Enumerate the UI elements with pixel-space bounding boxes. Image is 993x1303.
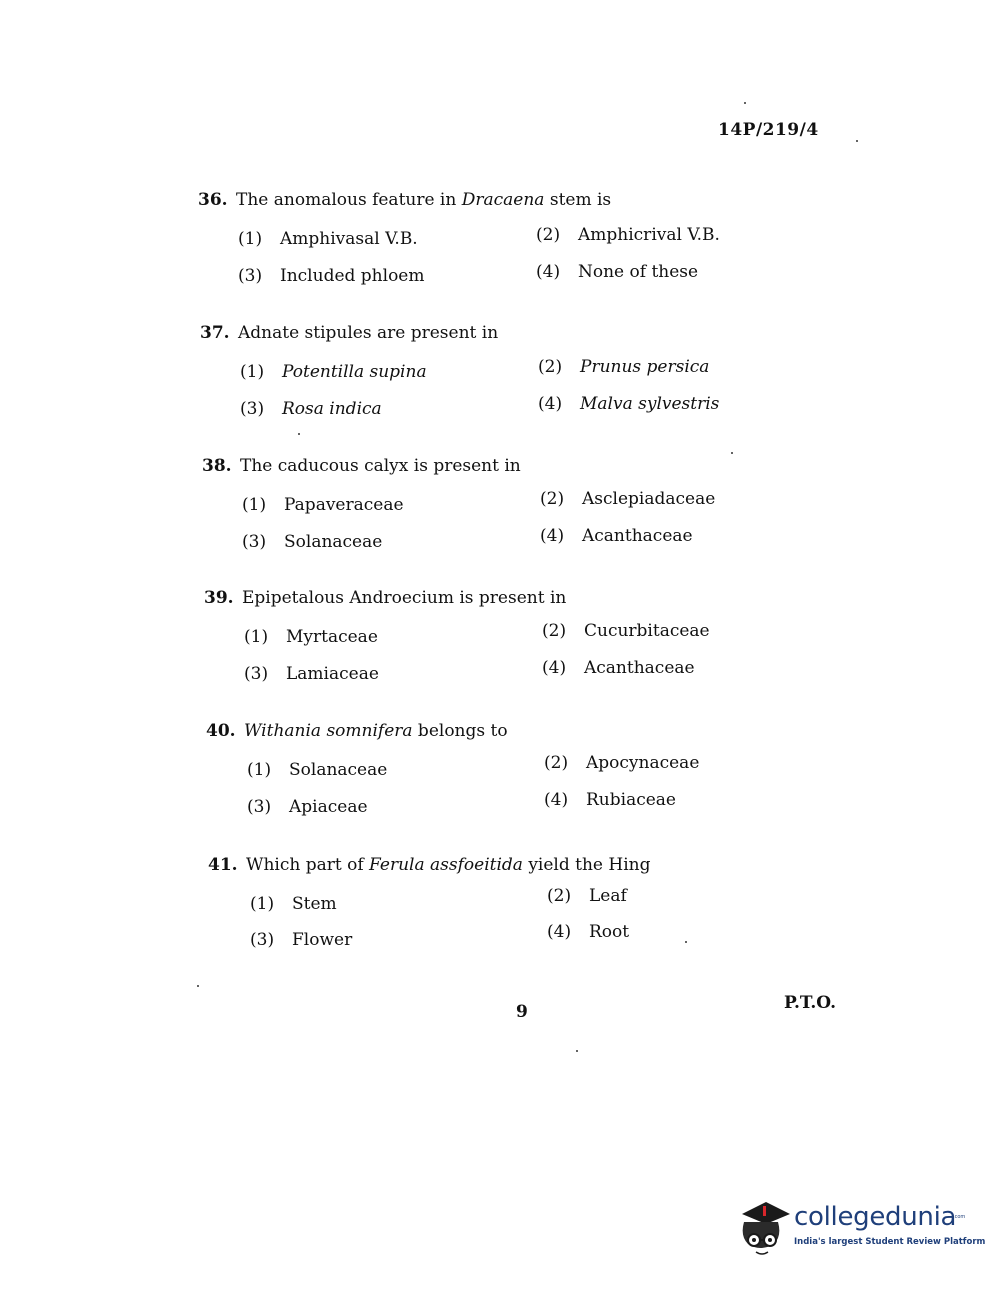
question-37 xyxy=(200,323,498,343)
logo-tagline: India's largest Student Review Platform xyxy=(794,1237,986,1247)
scan-speck xyxy=(576,1050,578,1052)
question-number: 40. xyxy=(206,721,236,741)
option-41-2: (2) Leaf xyxy=(547,886,627,906)
logo-domain-suffix: .com xyxy=(953,1214,966,1220)
option-39-3: (3) Lamiaceae xyxy=(244,664,379,684)
scan-speck xyxy=(298,433,300,435)
question-number: 41. xyxy=(208,855,238,875)
question-36 xyxy=(198,190,611,210)
scan-speck xyxy=(197,985,199,987)
scan-speck xyxy=(685,941,687,943)
question-text: Epipetalous Androecium is present in xyxy=(242,588,567,608)
option-37-1: (1) Potentilla supina xyxy=(240,362,427,382)
option-37-3: (3) Rosa indica xyxy=(240,399,382,419)
option-38-2: (2) Asclepiadaceae xyxy=(540,489,716,509)
option-39-2: (2) Cucurbitaceae xyxy=(542,621,710,641)
question-number: 38. xyxy=(202,456,232,476)
option-38-1: (1) Papaveraceae xyxy=(242,495,404,515)
option-40-2: (2) Apocynaceae xyxy=(544,753,700,773)
option-39-1: (1) Myrtaceae xyxy=(244,627,378,647)
option-41-3: (3) Flower xyxy=(250,930,353,950)
scan-speck xyxy=(856,140,858,142)
question-number: 37. xyxy=(200,323,230,343)
option-40-3: (3) Apiaceae xyxy=(247,797,368,817)
question-39 xyxy=(204,588,566,608)
option-36-1: (1) Amphivasal V.B. xyxy=(238,229,418,249)
paper-code: 14P/219/4 xyxy=(718,120,819,140)
question-number: 39. xyxy=(204,588,234,608)
option-36-4: (4) None of these xyxy=(536,262,699,282)
scan-speck xyxy=(731,452,733,454)
question-text: The anomalous feature in Dracaena stem is xyxy=(236,190,612,210)
option-39-4: (4) Acanthaceae xyxy=(542,658,695,678)
option-41-1: (1) Stem xyxy=(250,894,337,914)
question-38 xyxy=(202,456,521,476)
question-40 xyxy=(206,721,508,741)
option-40-1: (1) Solanaceae xyxy=(247,760,388,780)
question-text: Adnate stipules are present in xyxy=(238,323,499,343)
question-number: 36. xyxy=(198,190,228,210)
collegedunia-logo xyxy=(734,1196,986,1262)
page-number: 9 xyxy=(516,1002,528,1022)
question-text: Which part of Ferula assfoeitida yield the Hing xyxy=(246,855,651,875)
question-text: Withania somnifera belongs to xyxy=(244,721,508,741)
logo-wordmark: collegedunia xyxy=(794,1202,957,1232)
pto-label: P.T.O. xyxy=(784,993,836,1013)
option-37-2: (2) Prunus persica xyxy=(538,357,710,377)
option-38-3: (3) Solanaceae xyxy=(242,532,383,552)
option-37-4: (4) Malva sylvestris xyxy=(538,394,720,414)
scan-speck xyxy=(744,102,746,104)
option-40-4: (4) Rubiaceae xyxy=(544,790,676,810)
option-38-4: (4) Acanthaceae xyxy=(540,526,693,546)
question-text: The caducous calyx is present in xyxy=(240,456,521,476)
question-41 xyxy=(208,855,651,875)
mascot-icon xyxy=(734,1196,792,1258)
option-41-4: (4) Root xyxy=(547,922,630,942)
option-36-3: (3) Included phloem xyxy=(238,266,425,286)
option-36-2: (2) Amphicrival V.B. xyxy=(536,225,720,245)
